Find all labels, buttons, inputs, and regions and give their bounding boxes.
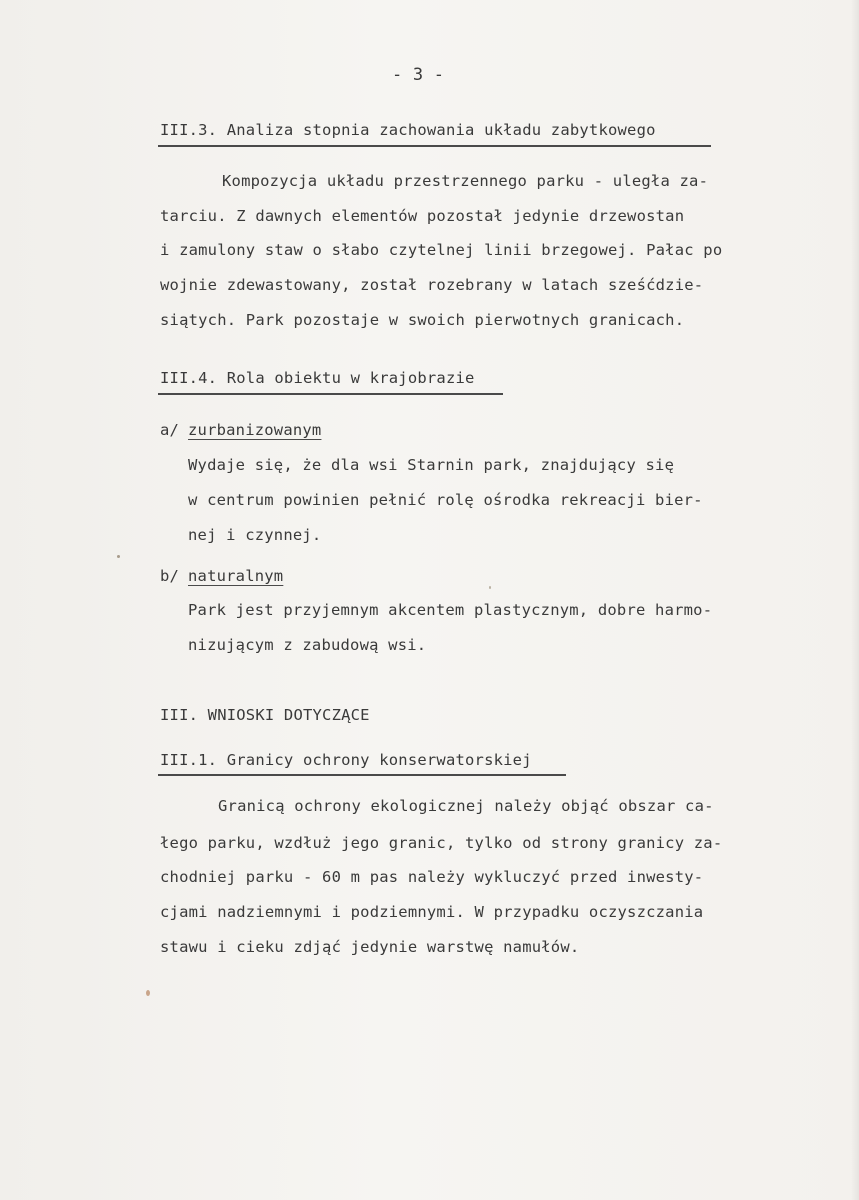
section-heading-iii-4: III.4. Rola obiektu w krajobrazie bbox=[160, 369, 475, 387]
paragraph-line: chodniej parku - 60 m pas należy wykluczyć przed inwesty- bbox=[160, 868, 704, 886]
list-marker-a: a/ bbox=[160, 421, 180, 439]
list-marker-b: b/ bbox=[160, 567, 180, 585]
list-label-a: zurbanizowanym bbox=[188, 421, 322, 439]
paragraph-line: Granicą ochrony ekologicznej należy objąć obszar ca- bbox=[218, 797, 714, 815]
paper-speck bbox=[146, 990, 150, 996]
list-label-b: naturalnym bbox=[188, 567, 284, 585]
list-text-line: nej i czynnej. bbox=[188, 526, 322, 544]
section-heading-iii-3: III.3. Analiza stopnia zachowania układu zabytkowego bbox=[160, 121, 656, 139]
heading-underline bbox=[158, 145, 711, 147]
list-text-line: Wydaje się, że dla wsi Starnin park, znajdujący się bbox=[188, 456, 675, 474]
paper-speck bbox=[117, 555, 120, 558]
list-text-line: Park jest przyjemnym akcentem plastycznym, dobre harmo- bbox=[188, 601, 713, 619]
list-text-line: nizującym z zabudową wsi. bbox=[188, 636, 427, 654]
paragraph-line: Kompozycja układu przestrzennego parku - uległa za- bbox=[222, 172, 709, 190]
paper-speck bbox=[489, 586, 491, 589]
page-number: - 3 - bbox=[392, 65, 445, 85]
section-heading-wnioski: III. WNIOSKI DOTYCZĄCE bbox=[160, 706, 370, 724]
paragraph-line: tarciu. Z dawnych elementów pozostał jedynie drzewostan bbox=[160, 207, 685, 225]
heading-underline bbox=[158, 774, 566, 776]
paragraph-line: łego parku, wzdłuż jego granic, tylko od strony granicy za- bbox=[160, 834, 723, 852]
paragraph-line: wojnie zdewastowany, został rozebrany w latach sześćdzie- bbox=[160, 276, 704, 294]
paragraph-line: siątych. Park pozostaje w swoich pierwotnych granicach. bbox=[160, 311, 685, 329]
section-heading-iii-1: III.1. Granicy ochrony konserwatorskiej bbox=[160, 751, 532, 769]
paragraph-line: cjami nadziemnymi i podziemnymi. W przypadku oczyszczania bbox=[160, 903, 704, 921]
heading-underline bbox=[158, 393, 503, 395]
paragraph-line: stawu i cieku zdjąć jedynie warstwę namułów. bbox=[160, 938, 580, 956]
paragraph-line: i zamulony staw o słabo czytelnej linii brzegowej. Pałac po bbox=[160, 241, 723, 259]
list-text-line: w centrum powinien pełnić rolę ośrodka rekreacji bier- bbox=[188, 491, 703, 509]
